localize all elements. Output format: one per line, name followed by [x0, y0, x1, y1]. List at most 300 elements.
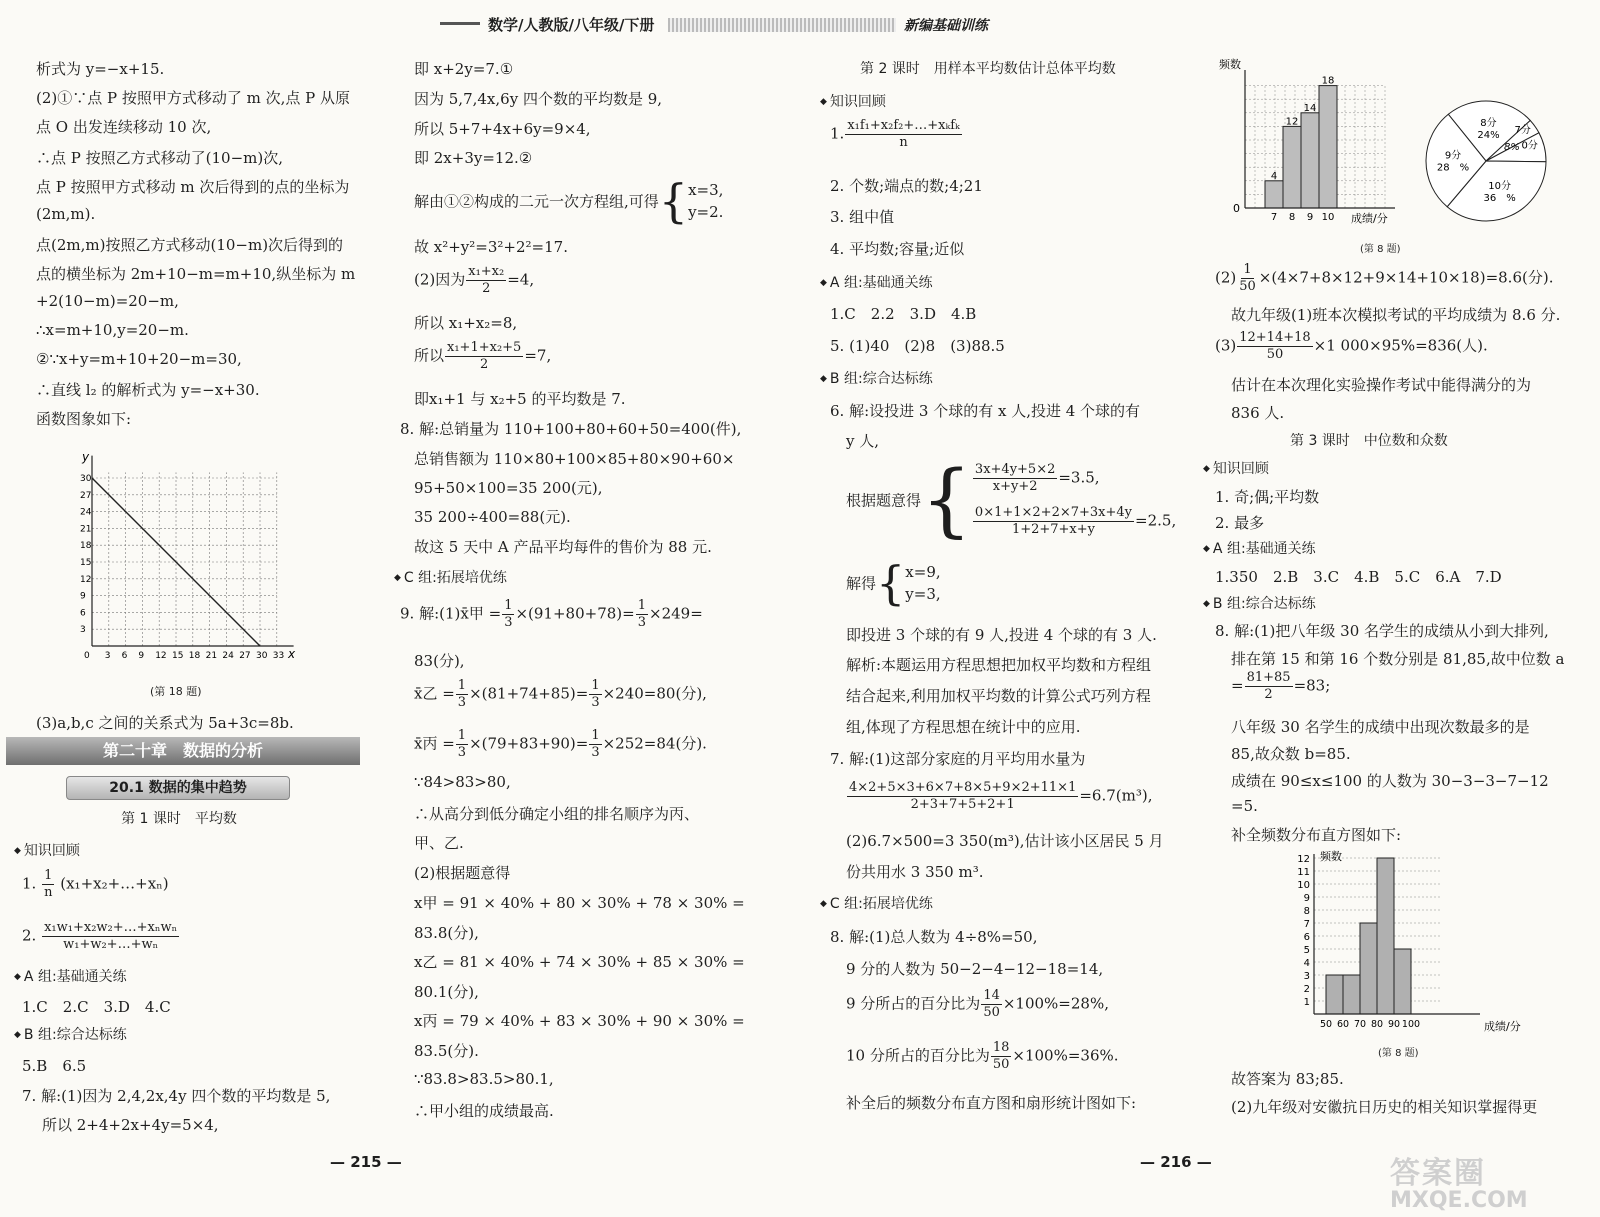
- denominator: x+y+2: [992, 479, 1038, 494]
- x-tick-label: 80: [1370, 1019, 1384, 1030]
- histogram-bar: [1283, 126, 1301, 208]
- bar-value-label: 14: [1303, 102, 1317, 114]
- formula-line: [414, 678, 707, 711]
- text-line: 组,体现了方程思想在统计中的应用.: [846, 718, 1081, 736]
- formula-line: [846, 780, 1152, 813]
- text-line: ∵84>83>80,: [414, 773, 511, 791]
- text-line: 故九年级(1)班本次模拟考试的平均成绩为 8.6 分.: [1231, 306, 1561, 324]
- histogram-bar: [1265, 181, 1283, 208]
- text: ×(91+80+78)=: [515, 604, 635, 623]
- y-tick-labels: [1297, 854, 1310, 1008]
- text-line: ②∵x+y=m+10+20−m=30,: [36, 350, 242, 368]
- page-header: [0, 0, 1600, 40]
- pie-label: 7分: [1514, 125, 1531, 137]
- text-line: 总销售额为 110×80+100×85+80×90+60×: [414, 450, 735, 468]
- text-line: 即 2x+3y=12.②: [414, 149, 533, 167]
- fraction: [445, 340, 523, 373]
- x-tick-label: 21: [205, 651, 218, 661]
- text-line: 八年级 30 名学生的成绩中出现次数最多的是: [1231, 718, 1530, 736]
- equation-system-line: [414, 174, 724, 228]
- text-line: +2(10−m)=20−m,: [36, 292, 179, 310]
- text-line: 6. 解:设投进 3 个球的有 x 人,投进 4 个球的有: [830, 402, 1141, 420]
- x-tick-label: 70: [1353, 1019, 1367, 1030]
- text-line: 1. 奇;偶;平均数: [1215, 488, 1320, 506]
- text-line: 排在第 15 和第 16 个数分别是 81,85,故中位数 a: [1231, 650, 1565, 668]
- numerator: 1: [637, 598, 646, 613]
- figure-caption: (第 8 题): [1360, 244, 1401, 255]
- denominator: 3: [637, 615, 646, 630]
- equation: y=2.: [688, 203, 724, 221]
- text: =2.5,: [1135, 511, 1177, 530]
- equation-system-line: [846, 556, 941, 610]
- text-line: 所以 5+7+4x+6y=9×4,: [414, 120, 591, 138]
- section-heading: ◆ A 组:基础通关练: [820, 272, 933, 292]
- x-tick-label: 90: [1387, 1019, 1401, 1030]
- watermark-line2: MXQE.COM: [1390, 1188, 1528, 1213]
- x-tick-label: 12: [155, 651, 167, 661]
- y-tick-label: 18: [80, 541, 92, 552]
- text-line: 7. 解:(1)因为 2,4,2x,4y 四个数的平均数是 5,: [22, 1087, 331, 1105]
- text: ×240=80(分),: [602, 684, 707, 703]
- origin-label: 0: [1233, 202, 1240, 215]
- formula-line: [414, 728, 707, 761]
- text: ×100%=28%,: [1002, 994, 1109, 1013]
- numerator: 3x+4y+5×2: [974, 462, 1056, 477]
- formula-line: [22, 868, 169, 901]
- text-line: 836 人.: [1231, 404, 1285, 422]
- text-line: 所以 x₁+x₂=8,: [414, 314, 518, 332]
- section-heading: ◆ B 组:综合达标练: [820, 368, 933, 388]
- fraction: [1237, 262, 1258, 295]
- section-heading: ◆ B 组:综合达标练: [14, 1024, 127, 1044]
- section-heading: ◆ 知识回顾: [14, 840, 80, 860]
- numerator: 1: [504, 598, 513, 613]
- y-tick-label: 2: [1303, 984, 1310, 995]
- function-graph: [80, 440, 320, 680]
- denominator: 50: [992, 1057, 1010, 1072]
- header-subject: 数学/人教版/八年级/下册: [488, 16, 655, 34]
- text-line: (2)根据题意得: [414, 864, 511, 882]
- fraction: [991, 1040, 1012, 1073]
- x-tick-label: 30: [256, 651, 268, 661]
- formula-line: [1231, 670, 1330, 703]
- text-line: 4. 平均数;容量;近似: [830, 240, 965, 258]
- text: (3): [1215, 336, 1237, 355]
- x-tick-label: 9: [1306, 212, 1314, 223]
- denominator: 3: [591, 745, 600, 760]
- text-line: 80.1(分),: [414, 983, 479, 1001]
- section-heading: ◆ A 组:基础通关练: [1203, 538, 1316, 558]
- figure-caption: (第 8 题): [1378, 1048, 1419, 1059]
- pie-value-label: 28 %: [1436, 162, 1470, 174]
- equation: x=3,: [688, 181, 724, 199]
- denominator: 3: [457, 745, 467, 760]
- formula-line: [846, 1040, 1119, 1073]
- item-number: 1.: [22, 874, 37, 893]
- fraction: [456, 678, 468, 711]
- histogram-chart-2: [1280, 848, 1540, 1038]
- y-tick-label: 4: [1303, 958, 1310, 969]
- text-line: 析式为 y=−x+15.: [36, 60, 165, 78]
- text-line: 8. 解:(1)总人数为 4÷8%=50,: [830, 928, 1038, 946]
- denominator: 50: [1266, 347, 1284, 362]
- text-line: 83(分),: [414, 652, 465, 670]
- text-line: 点的横坐标为 2m+10−m=m+10,纵坐标为 m: [36, 265, 356, 283]
- text-line: x丙 = 79 × 40% + 83 × 30% + 90 × 30% =: [414, 1012, 745, 1030]
- equation-system-line: [846, 453, 1177, 546]
- watermark: [1390, 1148, 1528, 1213]
- text-line: 甲、乙.: [414, 834, 464, 852]
- text-line: (2)九年级对安徽抗日历史的相关知识掌握得更: [1231, 1098, 1538, 1116]
- system: [688, 179, 723, 223]
- text-line: ∴点 P 按照乙方式移动了(10−m)次,: [36, 149, 283, 167]
- brace: {: [921, 453, 972, 546]
- text-line: 份共用水 3 350 m³.: [846, 863, 984, 881]
- numerator: 81+85: [1246, 670, 1291, 685]
- numerator: x₁+1+x₂+5: [447, 340, 522, 355]
- formula-line: [1215, 330, 1488, 363]
- numerator: 4×2+5×3+6×7+8×5+9×2+11×1: [849, 780, 1077, 795]
- histogram-bar: [1319, 86, 1337, 208]
- text-line: (2)6.7×500=3 350(m³),估计该小区居民 5 月: [846, 832, 1164, 850]
- x-tick-label: 24: [222, 651, 234, 661]
- y-tick-label: 12: [1297, 854, 1310, 865]
- text-line: ∴甲小组的成绩最高.: [414, 1102, 554, 1120]
- text-line: 点 P 按照甲方式移动 m 次后得到的点的坐标为: [36, 178, 350, 196]
- denominator: w₁+w₂+…+wₙ: [63, 937, 159, 952]
- numerator: 14: [983, 988, 1000, 1003]
- fraction: [1237, 330, 1312, 363]
- text: 9 分所占的百分比为: [846, 994, 981, 1013]
- fraction: [1245, 670, 1293, 703]
- y-tick-label: 6: [1303, 932, 1310, 943]
- fraction: [636, 598, 648, 631]
- y-tick-label: 21: [80, 524, 92, 535]
- numerator: x₁+x₂: [468, 264, 505, 279]
- pie-chart: [1410, 98, 1562, 228]
- text-line: 补全频数分布直方图如下:: [1231, 826, 1402, 844]
- text-line: 所以 2+4+2x+4y=5×4,: [42, 1116, 219, 1134]
- denominator: n: [44, 885, 53, 900]
- y-tick-label: 30: [80, 474, 92, 484]
- header-left-bar: [440, 22, 480, 25]
- fraction: [973, 462, 1057, 495]
- x-tick-label: 100: [1401, 1019, 1421, 1030]
- denominator: 3: [504, 615, 513, 630]
- bars: [1265, 76, 1337, 208]
- y-tick-label: 1: [1303, 997, 1310, 1008]
- x-axis-label: 成绩/分: [1484, 1020, 1521, 1033]
- system: [905, 561, 940, 605]
- lesson-title: 第 1 课时 平均数: [121, 811, 237, 827]
- y-tick-label: 12: [80, 574, 92, 585]
- y-tick-label: 7: [1303, 919, 1310, 930]
- system: [972, 462, 1176, 538]
- fraction: [502, 598, 514, 631]
- x-axis-label: 成绩/分: [1351, 212, 1388, 225]
- histogram-bar: [1326, 975, 1343, 1014]
- x-tick-label: 0: [84, 651, 90, 661]
- text: (2)因为: [414, 270, 466, 289]
- fraction: [456, 728, 468, 761]
- formula-line: [1215, 262, 1553, 295]
- text-line: 1.C 2.C 3.D 4.C: [22, 998, 171, 1016]
- bar-value-label: 4: [1270, 170, 1278, 182]
- numerator: 1: [591, 678, 600, 693]
- denominator: 1+2+7+x+y: [1011, 522, 1095, 537]
- text: =83;: [1293, 676, 1331, 695]
- text-line: 故答案为 83;85.: [1231, 1070, 1344, 1088]
- text-line: 5.B 6.5: [22, 1057, 87, 1075]
- equation: y=3,: [905, 585, 941, 603]
- x-tick-label: 6: [121, 651, 128, 661]
- text-line: 1.350 2.B 3.C 4.B 5.C 6.A 7.D: [1215, 568, 1502, 586]
- y-axis-label: 频数: [1219, 58, 1241, 71]
- text-line: 结合起来,利用加权平均数的计算公式巧列方程: [846, 687, 1151, 705]
- text: (2): [1215, 268, 1237, 287]
- text-line: 补全后的频数分布直方图和扇形统计图如下:: [846, 1094, 1137, 1112]
- x-tick-labels: [1271, 212, 1335, 223]
- y-axis-label: 频数: [1320, 850, 1342, 863]
- fraction: [466, 264, 506, 297]
- pie-extra-label: 8%: [1504, 142, 1520, 153]
- numerator: 12+14+18: [1239, 330, 1311, 345]
- fraction: [845, 118, 961, 151]
- numerator: 0×1+1×2+2×7+3x+4y: [974, 505, 1133, 520]
- formula-line: [22, 920, 180, 953]
- text-line: 点 O 出发连续移动 10 次,: [36, 118, 212, 136]
- text-line: 即投进 3 个球的有 9 人,投进 4 个球的有 3 人.: [846, 626, 1157, 644]
- watermark-line1: 答案圈: [1390, 1156, 1486, 1191]
- text: ×100%=36%.: [1012, 1046, 1119, 1065]
- fraction: [589, 728, 601, 761]
- numerator: 1: [591, 728, 600, 743]
- y-tick-label: 6: [80, 608, 86, 619]
- histogram-bar: [1394, 949, 1411, 1014]
- fraction: [973, 505, 1134, 538]
- y-tick-label: 11: [1297, 867, 1310, 878]
- formula-line: [830, 118, 963, 151]
- text-line: 点(2m,m)按照乙方式移动(10−m)次后得到的: [36, 236, 344, 254]
- formula-line: [414, 340, 551, 373]
- y-tick-label: 8: [1303, 906, 1310, 917]
- denominator: 2+3+7+5+2+1: [910, 797, 1015, 812]
- text-line: ∴直线 l₂ 的解析式为 y=−x+30.: [36, 381, 260, 399]
- text-line: 函数图象如下:: [36, 410, 132, 428]
- histogram-bar: [1343, 975, 1360, 1014]
- bar-value-label: 18: [1321, 75, 1335, 87]
- denominator: 2: [480, 357, 489, 372]
- pie-label: 8分: [1480, 118, 1497, 130]
- text-line: 83.8(分),: [414, 924, 479, 942]
- fraction: [589, 678, 601, 711]
- chapter-banner: 第二十章 数据的分析: [6, 737, 360, 765]
- text: ×249=: [649, 604, 703, 623]
- text-line: 3. 组中值: [830, 208, 895, 226]
- y-tick-label: 3: [1303, 971, 1310, 982]
- formula-text: (x₁+x₂+…+xₙ): [60, 874, 169, 893]
- denominator: 50: [1239, 279, 1256, 294]
- numerator: 1: [1243, 262, 1252, 277]
- section-heading: ◆ A 组:基础通关练: [14, 966, 127, 986]
- text: =4,: [507, 270, 535, 289]
- x-tick-label: 33: [272, 651, 285, 661]
- text-line: 8. 解:总销量为 110+100+80+60+50=400(件),: [400, 420, 742, 438]
- text-line: 即 x+2y=7.①: [414, 60, 514, 78]
- x-tick-label: 15: [172, 651, 184, 661]
- numerator: 18: [992, 1040, 1010, 1055]
- text-line: 35 200÷400=88(元).: [414, 508, 571, 526]
- section-heading: ◆ 知识回顾: [1203, 458, 1269, 478]
- text-line: ∵83.8>83.5>80.1,: [414, 1070, 554, 1088]
- page-number-right: — 216 —: [1140, 1153, 1212, 1171]
- text: x̄丙 =: [414, 734, 455, 753]
- text-line: 估计在本次理化实验操作考试中能得满分的为: [1231, 376, 1532, 394]
- x-tick-label: 60: [1336, 1019, 1350, 1030]
- x-tick-label: 3: [104, 651, 111, 661]
- y-tick-label: 3: [80, 625, 86, 636]
- brace: {: [658, 174, 689, 228]
- y-tick-label: 27: [80, 490, 92, 501]
- numerator: 1: [457, 678, 467, 693]
- x-axis-label: x: [288, 647, 296, 661]
- fraction: [847, 780, 1078, 813]
- header-series: 新编基础训练: [904, 18, 988, 34]
- grid: [92, 472, 277, 646]
- text: =6.7(m³),: [1079, 786, 1153, 805]
- text-line: x乙 = 81 × 40% + 74 × 30% + 85 × 30% =: [414, 953, 745, 971]
- text: 所以: [414, 346, 445, 365]
- y-tick-label: 24: [80, 507, 92, 518]
- text: =3.5,: [1058, 468, 1100, 487]
- text: ×1 000×95%=836(人).: [1313, 336, 1488, 355]
- formula-line: [400, 598, 703, 631]
- equation: [972, 462, 1176, 495]
- text: =7,: [524, 346, 552, 365]
- y-tick-label: 5: [1303, 945, 1310, 956]
- text: 解由①②构成的二元一次方程组,可得: [414, 192, 659, 211]
- header-dotted-band: [668, 18, 896, 32]
- text-line: 8. 解:(1)把八年级 30 名学生的成绩从小到大排列,: [1215, 622, 1549, 640]
- section-heading: ◆ 知识回顾: [820, 91, 886, 111]
- pie-value-label: 36 %: [1483, 193, 1516, 205]
- text-line: y 人,: [846, 432, 880, 450]
- x-tick-label: 10: [1321, 212, 1335, 223]
- text: ×(79+83+90)=: [469, 734, 589, 753]
- text-line: 2. 最多: [1215, 514, 1265, 532]
- text-line: 95+50×100=35 200(元),: [414, 479, 603, 497]
- section-heading: ◆ C 组:拓展培优练: [820, 893, 933, 913]
- text-line: x甲 = 91 × 40% + 80 × 30% + 78 × 30% =: [414, 894, 745, 912]
- text-line: 5. (1)40 (2)8 (3)88.5: [830, 337, 1005, 355]
- text: 9. 解:(1)x̄甲 =: [400, 604, 502, 623]
- lesson-title: 第 3 课时 中位数和众数: [1290, 433, 1448, 449]
- text: ×(81+74+85)=: [469, 684, 589, 703]
- x-tick-label: 8: [1288, 212, 1296, 223]
- x-tick-labels: [1320, 1019, 1420, 1030]
- histogram-bar: [1360, 923, 1377, 1014]
- x-tick-label: 9: [138, 651, 145, 661]
- x-tick-label: 50: [1319, 1019, 1333, 1030]
- text-line: ∴x=m+10,y=20−m.: [36, 321, 189, 339]
- text-line: 1.C 2.2 3.D 4.B: [830, 305, 977, 323]
- text-line: 即x₁+1 与 x₂+5 的平均数是 7.: [414, 390, 626, 408]
- text-line: 85,故众数 b=85.: [1231, 745, 1351, 763]
- fraction: [42, 868, 54, 901]
- numerator: x₁w₁+x₂w₂+…+xₙwₙ: [44, 920, 178, 935]
- text-line: =5.: [1231, 797, 1258, 815]
- denominator: n: [899, 135, 908, 150]
- lesson-title: 第 2 课时 用样本平均数估计总体平均数: [860, 61, 1116, 77]
- bar-value-label: 12: [1285, 116, 1299, 128]
- text: x̄乙 =: [414, 684, 455, 703]
- x-tick-label: 7: [1270, 212, 1278, 223]
- formula-line: [846, 988, 1109, 1021]
- equation: x=9,: [905, 563, 941, 581]
- item-number: 2.: [22, 926, 37, 945]
- section-banner: 20.1 数据的集中趋势: [66, 776, 290, 800]
- text: 解得: [846, 574, 877, 593]
- figure-caption: (第 18 题): [150, 685, 202, 698]
- pie-label: 10分: [1488, 181, 1512, 193]
- text-line: 7. 解:(1)这部分家庭的月平均用水量为: [830, 750, 1086, 768]
- denominator: 50: [983, 1005, 1000, 1020]
- text-line: 2. 个数;端点的数;4;21: [830, 177, 983, 195]
- fraction: [42, 920, 179, 953]
- page-number-left: — 215 —: [330, 1153, 402, 1171]
- histogram-bar: [1301, 113, 1319, 208]
- text-line: 成绩在 90≤x≤100 的人数为 30−3−3−7−12: [1231, 772, 1549, 790]
- text-line: (3)a,b,c 之间的关系式为 5a+3c=8b.: [36, 714, 294, 732]
- text: =: [1231, 676, 1244, 695]
- pie-value-label: 24%: [1477, 130, 1500, 142]
- text-line: 因为 5,7,4x,6y 四个数的平均数是 9,: [414, 90, 663, 108]
- formula-line: [414, 264, 534, 297]
- section-heading: ◆ B 组:综合达标练: [1203, 593, 1316, 613]
- x-tick-label: 18: [188, 651, 201, 661]
- text-line: (2)①∵点 P 按照甲方式移动了 m 次,点 P 从原: [36, 89, 351, 107]
- pie-label: 0分: [1521, 140, 1538, 152]
- text-line: 故 x²+y²=3²+2²=17.: [414, 238, 568, 256]
- denominator: 2: [482, 281, 491, 296]
- text-line: ∴从高分到低分确定小组的排名顺序为丙、: [414, 805, 700, 823]
- y-tick-label: 9: [1303, 893, 1310, 904]
- text-line: (2m,m).: [36, 205, 96, 223]
- numerator: x₁f₁+x₂f₂+…+xₖfₖ: [847, 118, 960, 133]
- text-line: 解析:本题运用方程思想把加权平均数和方程组: [846, 656, 1152, 674]
- y-axis-label: y: [82, 450, 90, 465]
- pie-label: 9分: [1444, 150, 1462, 162]
- x-tick-label: 27: [239, 651, 251, 661]
- text-line: 故这 5 天中 A 产品平均每件的售价为 88 元.: [414, 538, 712, 556]
- text: 10 分所占的百分比为: [846, 1046, 990, 1065]
- text: 根据题意得: [846, 491, 922, 510]
- item-number: 1.: [830, 124, 845, 143]
- numerator: 1: [457, 728, 467, 743]
- fraction: [981, 988, 1002, 1021]
- text: ×252=84(分).: [602, 734, 707, 753]
- y-tick-label: 15: [80, 558, 92, 568]
- numerator: 1: [44, 868, 53, 883]
- section-heading: ◆ C 组:拓展培优练: [394, 567, 507, 587]
- text-line: 9 分的人数为 50−2−4−12−18=14,: [846, 960, 1104, 978]
- y-tick-label: 9: [80, 591, 86, 602]
- brace: {: [876, 556, 906, 610]
- denominator: 2: [1264, 687, 1273, 702]
- text-line: 83.5(分).: [414, 1042, 479, 1060]
- denominator: 3: [457, 695, 467, 710]
- text: ×(4×7+8×12+9×14+10×18)=8.6(分).: [1258, 268, 1554, 287]
